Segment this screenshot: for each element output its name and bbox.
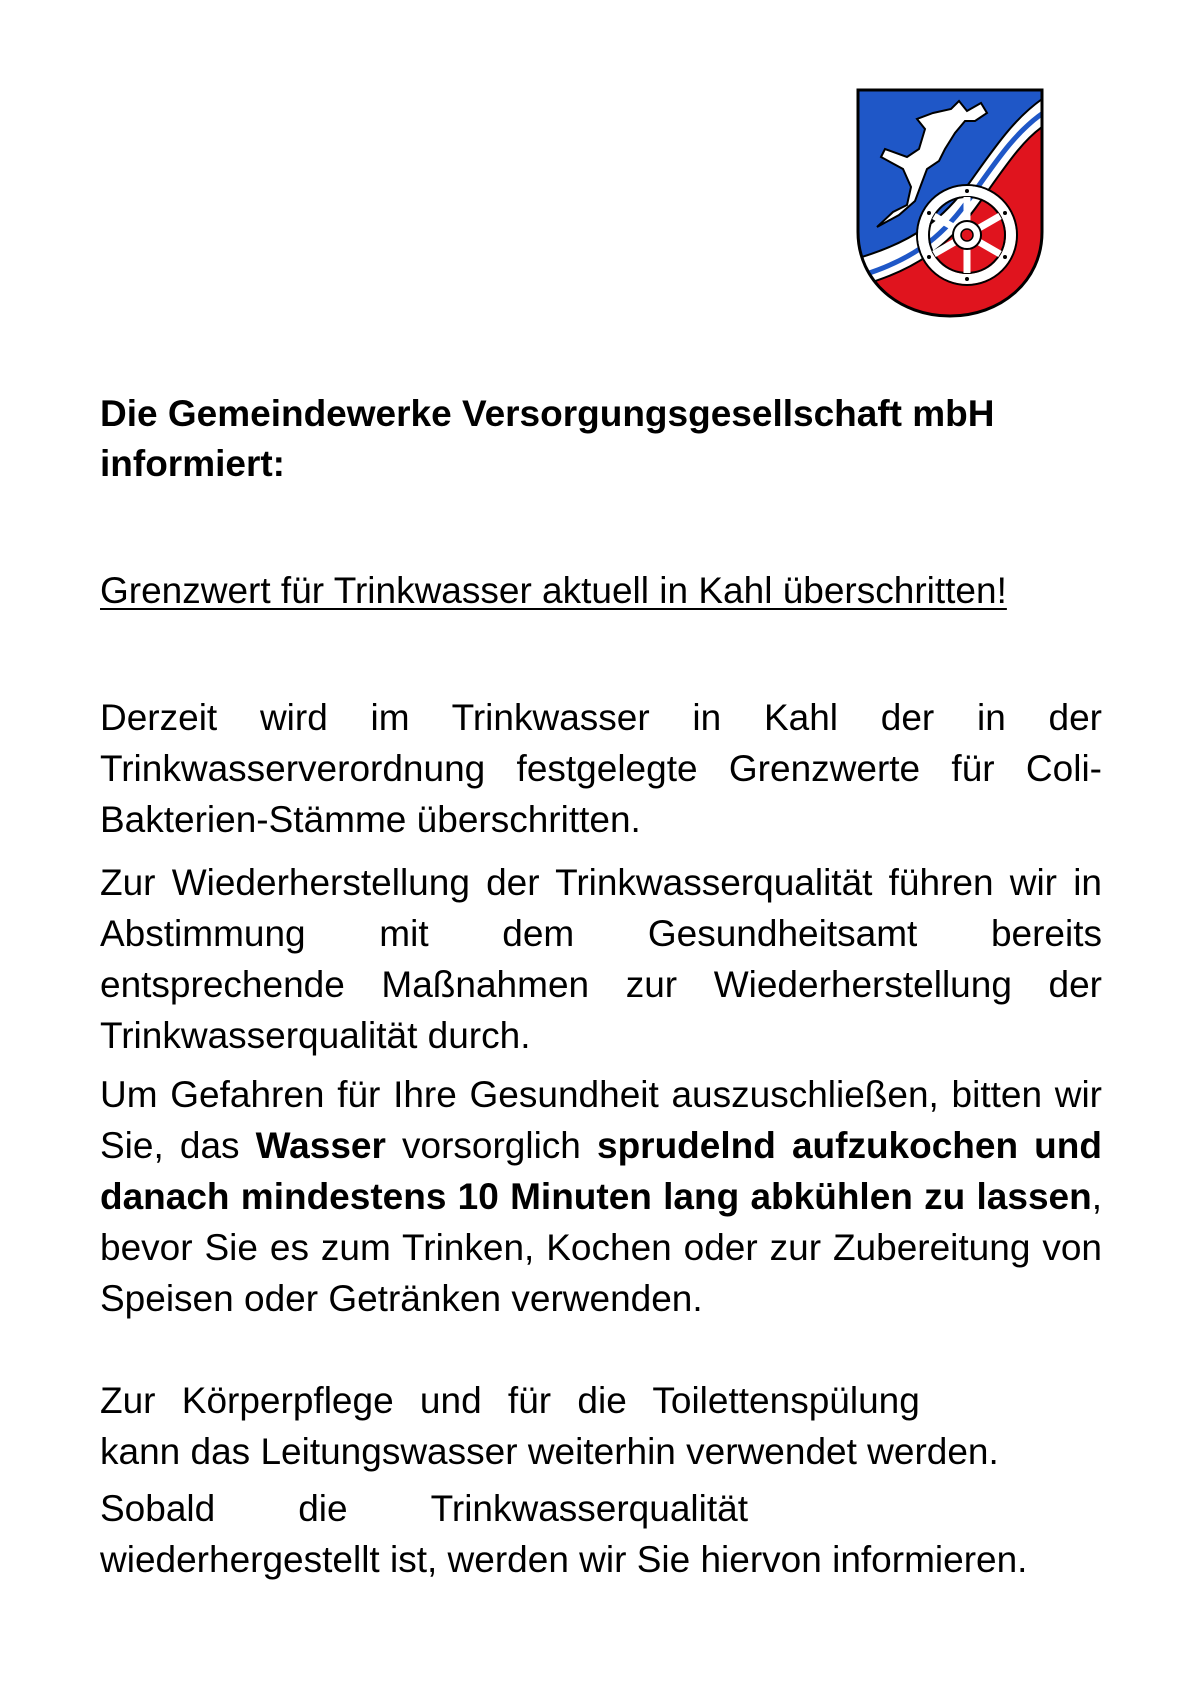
inform-line-1 [100,1483,748,1534]
paragraph-personal-hygiene [100,1375,1102,1477]
heading-line-1: Die Gemeindewerke Versorgungsgesellschaft mbH [100,393,995,434]
boil-advice-text-1: Um Gefahren für Ihre Gesundheit auszuschließen, bitten wir Sie, das [100,1074,1102,1166]
paragraph-will-inform [100,1483,1102,1585]
boil-advice-bold-1: Wasser [255,1125,386,1166]
hygiene-line-2: kann das Leitungswasser weiterhin verwendet werden. [100,1431,999,1472]
paragraph-limit-exceeded: Derzeit wird im Trinkwasser in Kahl der in der Trinkwasserverordnung festgelegte Grenzwerte für Coli-Bakterien-Stämme überschritten. [100,697,1102,840]
notice-subheading: Grenzwert für Trinkwasser aktuell in Kahl überschritten! [100,570,1007,611]
inform-word-1: Sobald [100,1488,216,1529]
inform-word-2: die [298,1488,348,1529]
municipal-coat-of-arms-icon [855,87,1045,319]
notice-heading [100,389,1100,489]
boil-advice-text-2: vorsorglich [385,1125,597,1166]
paragraph-boil-advice [100,1069,1102,1324]
heading-line-2: informiert: [100,443,285,484]
boil-advice-text-3: , bevor Sie es zum Trinken, Kochen oder zur Zubereitung von Speisen oder Getränken verwenden. [100,1176,1102,1319]
paragraph-measures: Zur Wiederherstellung der Trinkwasserqualität führen wir in Abstimmung mit dem Gesundheitsamt bereits entsprechende Maßnahmen zur Wiederherstellung der Trinkwasserqualität durch. [100,862,1102,1056]
hygiene-line-1: Zur Körperpflege und für die Toilettenspülung [100,1380,920,1421]
boil-advice-bold-2: sprudelnd aufzukochen und danach mindestens 10 Minuten lang abkühlen zu lassen [100,1125,1102,1217]
inform-line-2: wiederhergestellt ist, werden wir Sie hiervon informieren. [100,1539,1028,1580]
inform-word-3: Trinkwasserqualität [430,1488,748,1529]
